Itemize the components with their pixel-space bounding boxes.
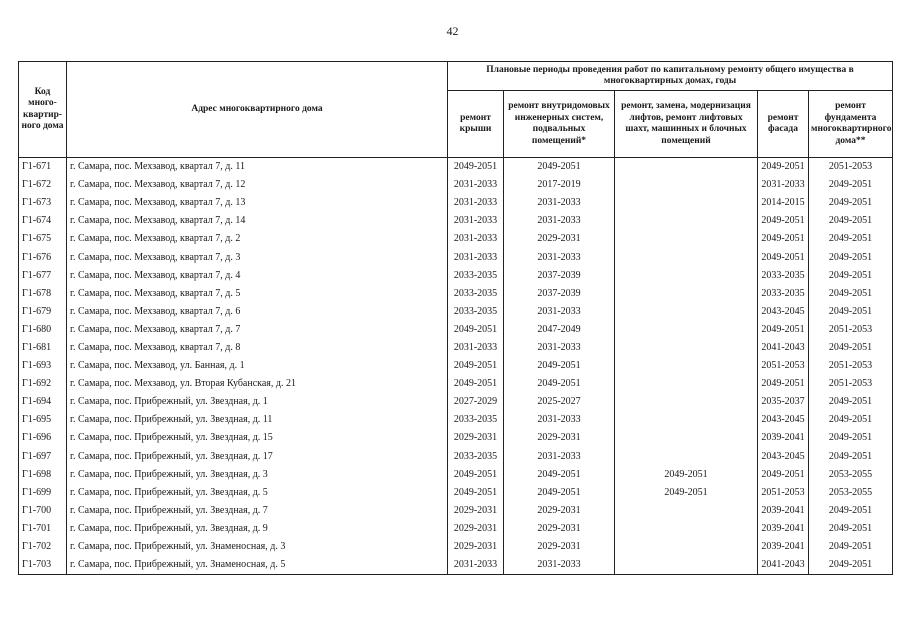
cell-facade: 2049-2051 (758, 158, 809, 177)
cell-roof: 2049-2051 (448, 466, 504, 484)
cell-elevators (615, 321, 758, 339)
cell-code: Г1-698 (19, 466, 67, 484)
cell-code: Г1-678 (19, 285, 67, 303)
cell-facade: 2039-2041 (758, 429, 809, 447)
table-row (19, 267, 893, 285)
table-row (19, 321, 893, 339)
cell-engineering: 2049-2051 (504, 375, 615, 393)
cell-address: г. Самара, пос. Прибрежный, ул. Звездная, д. 7 (67, 502, 448, 520)
cell-code: Г1-695 (19, 411, 67, 429)
cell-foundation: 2049-2051 (809, 429, 893, 447)
cell-code: Г1-696 (19, 429, 67, 447)
cell-code: Г1-680 (19, 321, 67, 339)
cell-elevators: 2049-2051 (615, 484, 758, 502)
cell-engineering: 2031-2033 (504, 248, 615, 266)
table-row (19, 339, 893, 357)
cell-foundation: 2053-2055 (809, 466, 893, 484)
cell-facade: 2049-2051 (758, 321, 809, 339)
cell-foundation: 2049-2051 (809, 285, 893, 303)
table-row (19, 194, 893, 212)
cell-foundation: 2049-2051 (809, 212, 893, 230)
cell-engineering: 2017-2019 (504, 176, 615, 194)
cell-engineering: 2049-2051 (504, 158, 615, 177)
cell-address: г. Самара, пос. Прибрежный, ул. Звездная, д. 15 (67, 429, 448, 447)
cell-code: Г1-699 (19, 484, 67, 502)
header-foundation: ремонт фундамента многоквартирного дома** (809, 91, 893, 158)
cell-facade: 2033-2035 (758, 285, 809, 303)
cell-engineering: 2029-2031 (504, 520, 615, 538)
table-row (19, 411, 893, 429)
cell-code: Г1-694 (19, 393, 67, 411)
cell-roof: 2033-2035 (448, 303, 504, 321)
cell-elevators (615, 285, 758, 303)
cell-address: г. Самара, пос. Мехзавод, квартал 7, д. 5 (67, 285, 448, 303)
cell-foundation: 2051-2053 (809, 375, 893, 393)
cell-roof: 2031-2033 (448, 230, 504, 248)
cell-facade: 2039-2041 (758, 502, 809, 520)
cell-foundation: 2049-2051 (809, 538, 893, 556)
cell-address: г. Самара, пос. Мехзавод, квартал 7, д. 7 (67, 321, 448, 339)
table-row (19, 484, 893, 502)
cell-engineering: 2029-2031 (504, 502, 615, 520)
cell-elevators: 2049-2051 (615, 466, 758, 484)
cell-engineering: 2031-2033 (504, 411, 615, 429)
cell-address: г. Самара, пос. Мехзавод, квартал 7, д. 6 (67, 303, 448, 321)
cell-elevators (615, 212, 758, 230)
table-row (19, 285, 893, 303)
cell-roof: 2031-2033 (448, 212, 504, 230)
cell-engineering: 2049-2051 (504, 466, 615, 484)
cell-engineering: 2031-2033 (504, 448, 615, 466)
cell-code: Г1-703 (19, 556, 67, 575)
cell-facade: 2043-2045 (758, 448, 809, 466)
cell-address: г. Самара, пос. Прибрежный, ул. Звездная, д. 3 (67, 466, 448, 484)
table-row (19, 466, 893, 484)
cell-code: Г1-671 (19, 158, 67, 177)
cell-roof: 2029-2031 (448, 502, 504, 520)
cell-address: г. Самара, пос. Прибрежный, ул. Звездная, д. 5 (67, 484, 448, 502)
cell-foundation: 2049-2051 (809, 303, 893, 321)
cell-facade: 2049-2051 (758, 230, 809, 248)
cell-roof: 2029-2031 (448, 538, 504, 556)
cell-code: Г1-700 (19, 502, 67, 520)
cell-roof: 2029-2031 (448, 520, 504, 538)
cell-address: г. Самара, пос. Мехзавод, квартал 7, д. 2 (67, 230, 448, 248)
cell-roof: 2033-2035 (448, 285, 504, 303)
cell-address: г. Самара, пос. Мехзавод, ул. Вторая Кубанская, д. 21 (67, 375, 448, 393)
table-row (19, 230, 893, 248)
cell-facade: 2033-2035 (758, 267, 809, 285)
cell-elevators (615, 411, 758, 429)
cell-code: Г1-676 (19, 248, 67, 266)
cell-roof: 2031-2033 (448, 556, 504, 575)
table-row (19, 556, 893, 575)
cell-elevators (615, 502, 758, 520)
cell-facade: 2039-2041 (758, 538, 809, 556)
cell-foundation: 2049-2051 (809, 194, 893, 212)
cell-roof: 2031-2033 (448, 248, 504, 266)
cell-facade: 2041-2043 (758, 556, 809, 575)
cell-facade: 2039-2041 (758, 520, 809, 538)
cell-elevators (615, 194, 758, 212)
cell-elevators (615, 429, 758, 447)
cell-address: г. Самара, пос. Мехзавод, квартал 7, д. 4 (67, 267, 448, 285)
cell-foundation: 2053-2055 (809, 484, 893, 502)
cell-roof: 2049-2051 (448, 158, 504, 177)
cell-engineering: 2037-2039 (504, 267, 615, 285)
cell-code: Г1-697 (19, 448, 67, 466)
cell-address: г. Самара, пос. Мехзавод, квартал 7, д. 12 (67, 176, 448, 194)
cell-address: г. Самара, пос. Мехзавод, квартал 7, д. 8 (67, 339, 448, 357)
cell-address: г. Самара, пос. Мехзавод, квартал 7, д. 11 (67, 158, 448, 177)
cell-foundation: 2051-2053 (809, 321, 893, 339)
header-engineering: ремонт внутридомовых инженерных систем, подвальных помещений* (504, 91, 615, 158)
cell-code: Г1-681 (19, 339, 67, 357)
cell-engineering: 2031-2033 (504, 212, 615, 230)
cell-engineering: 2029-2031 (504, 538, 615, 556)
cell-engineering: 2029-2031 (504, 429, 615, 447)
cell-code: Г1-679 (19, 303, 67, 321)
cell-code: Г1-675 (19, 230, 67, 248)
cell-roof: 2049-2051 (448, 375, 504, 393)
cell-elevators (615, 538, 758, 556)
cell-foundation: 2051-2053 (809, 158, 893, 177)
cell-roof: 2027-2029 (448, 393, 504, 411)
cell-facade: 2049-2051 (758, 248, 809, 266)
cell-foundation: 2049-2051 (809, 502, 893, 520)
cell-facade: 2049-2051 (758, 212, 809, 230)
cell-roof: 2033-2035 (448, 267, 504, 285)
table-row (19, 375, 893, 393)
cell-engineering: 2031-2033 (504, 556, 615, 575)
cell-facade: 2014-2015 (758, 194, 809, 212)
header-roof: ремонт крыши (448, 91, 504, 158)
cell-elevators (615, 375, 758, 393)
cell-facade: 2031-2033 (758, 176, 809, 194)
cell-foundation: 2049-2051 (809, 411, 893, 429)
cell-elevators (615, 248, 758, 266)
cell-engineering: 2049-2051 (504, 357, 615, 375)
cell-engineering: 2025-2027 (504, 393, 615, 411)
cell-facade: 2051-2053 (758, 484, 809, 502)
cell-address: г. Самара, пос. Мехзавод, ул. Банная, д. 1 (67, 357, 448, 375)
cell-foundation: 2049-2051 (809, 393, 893, 411)
cell-elevators (615, 448, 758, 466)
cell-address: г. Самара, пос. Прибрежный, ул. Звездная, д. 1 (67, 393, 448, 411)
cell-roof: 2033-2035 (448, 448, 504, 466)
table-row (19, 176, 893, 194)
header-address: Адрес многоквартирного дома (67, 62, 448, 158)
table-row (19, 303, 893, 321)
header-row-top (19, 62, 893, 91)
cell-roof: 2031-2033 (448, 194, 504, 212)
cell-facade: 2049-2051 (758, 375, 809, 393)
table-row (19, 538, 893, 556)
header-planned-periods: Плановые периоды проведения работ по капитальному ремонту общего имущества в многоквартирных домах, годы (448, 62, 893, 91)
cell-elevators (615, 357, 758, 375)
cell-foundation: 2049-2051 (809, 339, 893, 357)
cell-facade: 2043-2045 (758, 303, 809, 321)
cell-address: г. Самара, пос. Прибрежный, ул. Звездная, д. 11 (67, 411, 448, 429)
cell-engineering: 2031-2033 (504, 339, 615, 357)
cell-address: г. Самара, пос. Прибрежный, ул. Звездная, д. 17 (67, 448, 448, 466)
cell-facade: 2051-2053 (758, 357, 809, 375)
cell-code: Г1-692 (19, 375, 67, 393)
table-row (19, 393, 893, 411)
cell-elevators (615, 393, 758, 411)
cell-foundation: 2049-2051 (809, 230, 893, 248)
cell-address: г. Самара, пос. Мехзавод, квартал 7, д. 3 (67, 248, 448, 266)
table-row (19, 520, 893, 538)
cell-code: Г1-701 (19, 520, 67, 538)
table-row (19, 357, 893, 375)
cell-facade: 2041-2043 (758, 339, 809, 357)
cell-engineering: 2049-2051 (504, 484, 615, 502)
cell-foundation: 2049-2051 (809, 176, 893, 194)
cell-elevators (615, 339, 758, 357)
cell-roof: 2033-2035 (448, 411, 504, 429)
table-row (19, 158, 893, 177)
cell-code: Г1-673 (19, 194, 67, 212)
cell-address: г. Самара, пос. Мехзавод, квартал 7, д. 14 (67, 212, 448, 230)
cell-elevators (615, 176, 758, 194)
cell-foundation: 2051-2053 (809, 357, 893, 375)
table-row (19, 429, 893, 447)
cell-roof: 2031-2033 (448, 176, 504, 194)
cell-engineering: 2031-2033 (504, 303, 615, 321)
cell-roof: 2049-2051 (448, 357, 504, 375)
cell-foundation: 2049-2051 (809, 556, 893, 575)
cell-code: Г1-693 (19, 357, 67, 375)
cell-code: Г1-672 (19, 176, 67, 194)
cell-engineering: 2029-2031 (504, 230, 615, 248)
cell-facade: 2043-2045 (758, 411, 809, 429)
table-row (19, 248, 893, 266)
header-code: Код много-квартир-ного дома (19, 62, 67, 158)
cell-engineering: 2047-2049 (504, 321, 615, 339)
cell-roof: 2049-2051 (448, 484, 504, 502)
header-elevators: ремонт, замена, модернизация лифтов, ремонт лифтовых шахт, машинных и блочных помещений (615, 91, 758, 158)
cell-elevators (615, 303, 758, 321)
cell-address: г. Самара, пос. Прибрежный, ул. Знаменосная, д. 3 (67, 538, 448, 556)
cell-foundation: 2049-2051 (809, 520, 893, 538)
table-row (19, 448, 893, 466)
cell-roof: 2049-2051 (448, 321, 504, 339)
table-row (19, 502, 893, 520)
cell-facade: 2035-2037 (758, 393, 809, 411)
cell-engineering: 2037-2039 (504, 285, 615, 303)
header-facade: ремонт фасада (758, 91, 809, 158)
table-row (19, 212, 893, 230)
cell-elevators (615, 230, 758, 248)
cell-foundation: 2049-2051 (809, 248, 893, 266)
cell-address: г. Самара, пос. Прибрежный, ул. Знаменосная, д. 5 (67, 556, 448, 575)
table-body (19, 158, 893, 575)
page-number: 42 (446, 24, 459, 38)
cell-address: г. Самара, пос. Прибрежный, ул. Звездная, д. 9 (67, 520, 448, 538)
cell-code: Г1-677 (19, 267, 67, 285)
cell-facade: 2049-2051 (758, 466, 809, 484)
cell-roof: 2031-2033 (448, 339, 504, 357)
cell-elevators (615, 267, 758, 285)
cell-foundation: 2049-2051 (809, 448, 893, 466)
cell-code: Г1-702 (19, 538, 67, 556)
cell-elevators (615, 158, 758, 177)
cell-roof: 2029-2031 (448, 429, 504, 447)
cell-code: Г1-674 (19, 212, 67, 230)
cell-elevators (615, 520, 758, 538)
cell-engineering: 2031-2033 (504, 194, 615, 212)
capital-repair-table (18, 61, 893, 575)
cell-foundation: 2049-2051 (809, 267, 893, 285)
cell-address: г. Самара, пос. Мехзавод, квартал 7, д. 13 (67, 194, 448, 212)
cell-elevators (615, 556, 758, 575)
